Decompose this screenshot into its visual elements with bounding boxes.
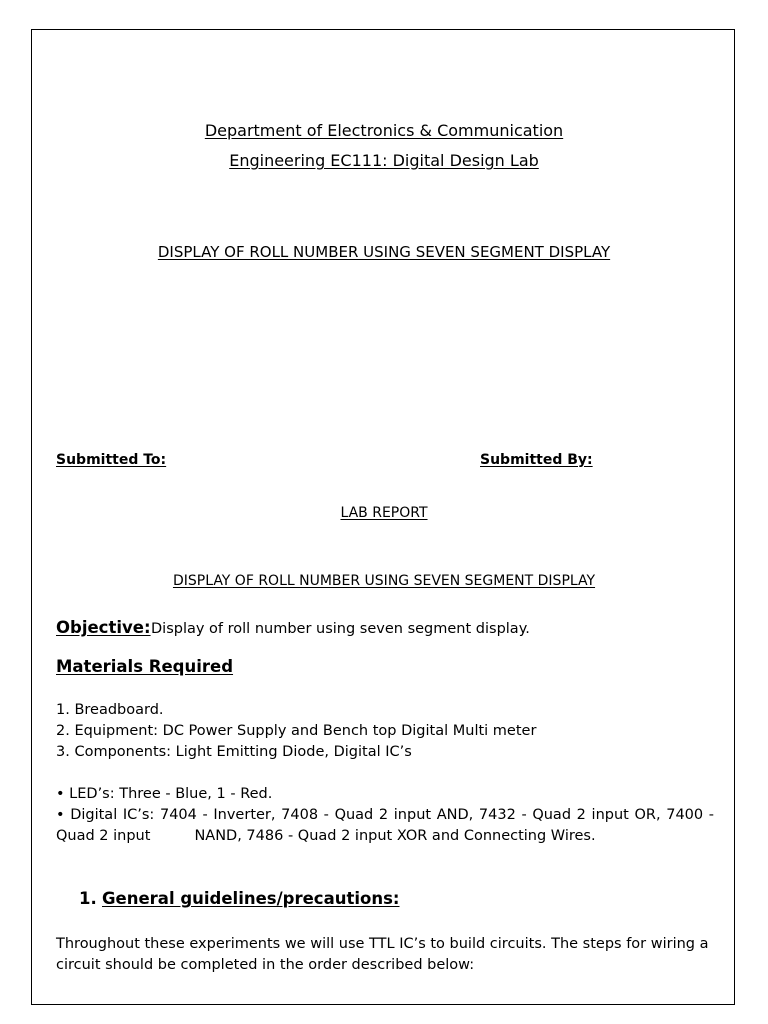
lab-report-title: DISPLAY OF ROLL NUMBER USING SEVEN SEGMENT DISPLAY (172, 573, 596, 589)
materials-bullets (56, 784, 714, 847)
guidelines-heading: General guidelines/precautions: (102, 889, 400, 908)
materials-heading: Materials Required (56, 657, 234, 676)
objective-heading: Objective: (56, 618, 151, 637)
materials-list (56, 700, 536, 763)
guidelines-paragraph: Throughout these experiments we will use TTL IC’s to build circuits. The steps for wiring a circuit should be completed in the order described below: (56, 936, 709, 973)
submitted-to-label: Submitted To: (56, 452, 167, 468)
objective-text: Display of roll number using seven segment display. (151, 621, 530, 637)
course-heading: Engineering EC111: Digital Design Lab (229, 151, 539, 170)
report-title: DISPLAY OF ROLL NUMBER USING SEVEN SEGMENT DISPLAY (157, 243, 611, 261)
led-bullet: • LED’s: Three - Blue, 1 - Red. (56, 786, 273, 802)
ic-bullet (56, 805, 714, 847)
guidelines-number: 1. (79, 889, 97, 908)
ic-bullet-text: • Digital IC’s: 7404 - Inverter, 7408 - Quad 2 input AND, 7432 - Quad 2 input OR, 7400 - Quad 2 input (56, 807, 714, 844)
list-item: 2. Equipment: DC Power Supply and Bench top Digital Multi meter (56, 723, 537, 739)
lab-report-label: LAB REPORT (340, 505, 428, 521)
list-item: 1. Breadboard. (56, 702, 164, 718)
submitted-by-label: Submitted By: (480, 452, 593, 468)
list-item: 3. Components: Light Emitting Diode, Digital IC’s (56, 744, 412, 760)
ic-bullet-text-cont: NAND, 7486 - Quad 2 input XOR and Connecting Wires. (194, 828, 596, 844)
department-heading: Department of Electronics & Communication (204, 121, 564, 140)
